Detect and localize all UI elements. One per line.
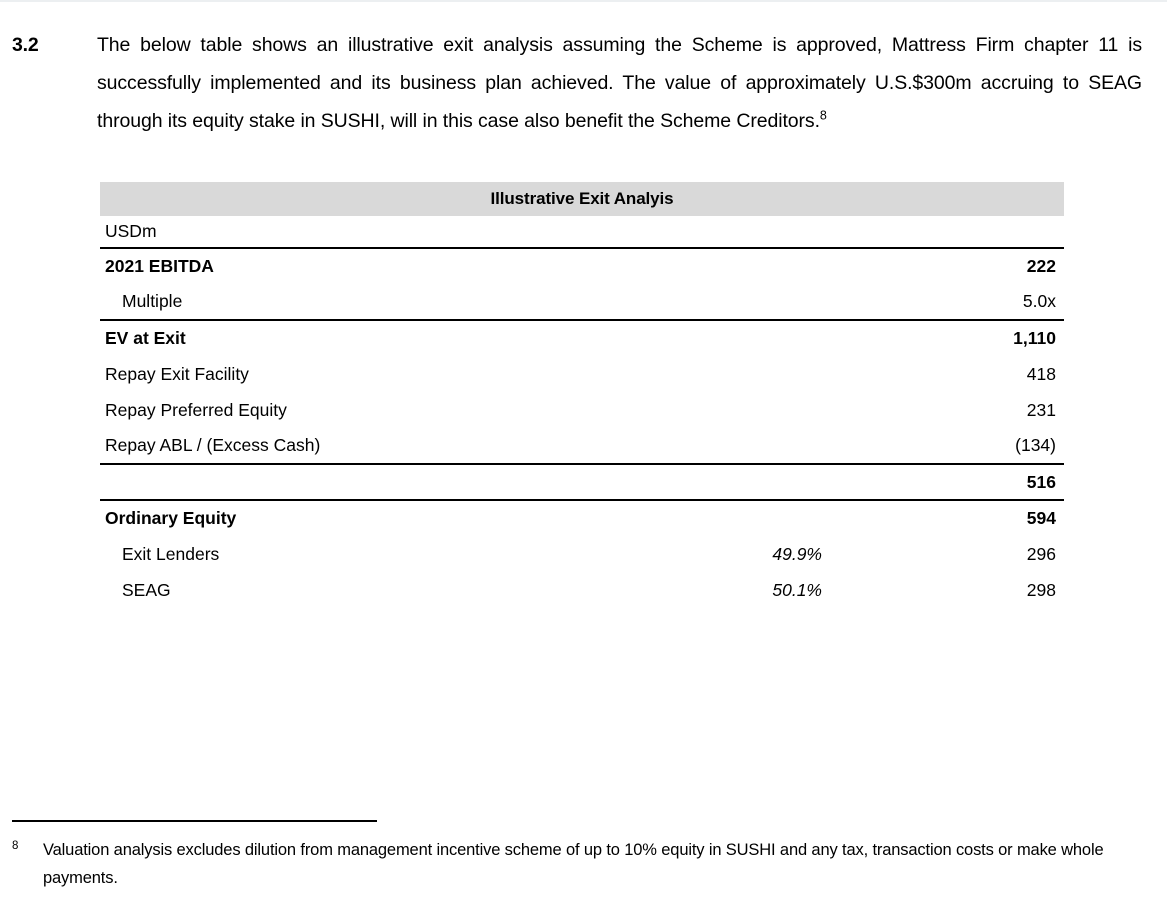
paragraph-3-2 [0,26,1167,140]
row-label: 2021 EBITDA [105,256,214,276]
table-row [100,572,1064,608]
table-title: Illustrative Exit Analyis [100,182,1064,216]
row-label: SEAG [122,579,171,600]
row-value: 231 [1026,399,1056,420]
exit-analysis-grid [100,216,1064,608]
table-row [100,356,1064,392]
footnote-marker: 8 [12,840,19,852]
row-pct: 50.1% [772,579,822,600]
row-pct [740,356,940,392]
paragraph-body [97,26,1142,140]
row-label: Repay ABL / (Excess Cash) [100,428,740,464]
row-pct [740,428,940,464]
row-value: (134) [940,428,1064,464]
row-label: Ordinary Equity [105,508,237,528]
row-value: 298 [1026,579,1056,600]
footnote-8 [12,836,1155,892]
row-pct [740,464,940,500]
row-pct [740,392,940,428]
table-row [100,248,1064,284]
paragraph-body-text: The below table shows an illustrative exit analysis assuming the Scheme is approved, Mattress Firm chapter 11 is successfully implemented and its business plan achieved. The value of approximately U.S.$300m accruing to SEAG through its equity stake in SUSHI, will in this case also benefit the Scheme Creditors. [97,34,1142,132]
row-value: 5.0x [940,284,1064,320]
table-row [100,320,1064,356]
row-pct [740,248,940,284]
paragraph-footnote-marker: 8 [819,108,827,123]
row-label: Exit Lenders [122,543,220,564]
row-label: Repay Preferred Equity [105,399,287,420]
row-pct [740,284,940,320]
table-row [100,500,1064,536]
row-pct [740,320,940,356]
row-pct: 49.9% [772,543,822,564]
table-row [100,536,1064,572]
row-value: 222 [1026,256,1056,276]
table-row [100,392,1064,428]
row-label: Multiple [100,284,740,320]
row-value: 1,110 [1013,328,1056,348]
units-value [940,216,1064,248]
footnote-area [12,820,1155,892]
table-row [100,428,1064,464]
illustrative-exit-analysis-table [100,182,1064,608]
table-row-units [100,216,1064,248]
row-value: 516 [940,464,1064,500]
row-value: 418 [1026,363,1056,384]
table-row-subtotal [100,464,1064,500]
row-pct [740,500,940,536]
row-label: EV at Exit [105,328,186,348]
paragraph-number: 3.2 [12,34,39,56]
row-value: 594 [1026,508,1056,528]
row-label: Repay Exit Facility [105,363,249,384]
footnote-separator-rule [12,820,377,822]
page-top-edge [0,0,1167,2]
row-label [100,464,740,500]
row-value: 296 [1026,543,1056,564]
table-row [100,284,1064,320]
footnote-text: Valuation analysis excludes dilution from management incentive scheme of up to 10% equity in SUSHI and any tax, transaction costs or make whole payments. [43,841,1104,887]
units-pct [740,216,940,248]
units-label: USDm [100,216,740,248]
